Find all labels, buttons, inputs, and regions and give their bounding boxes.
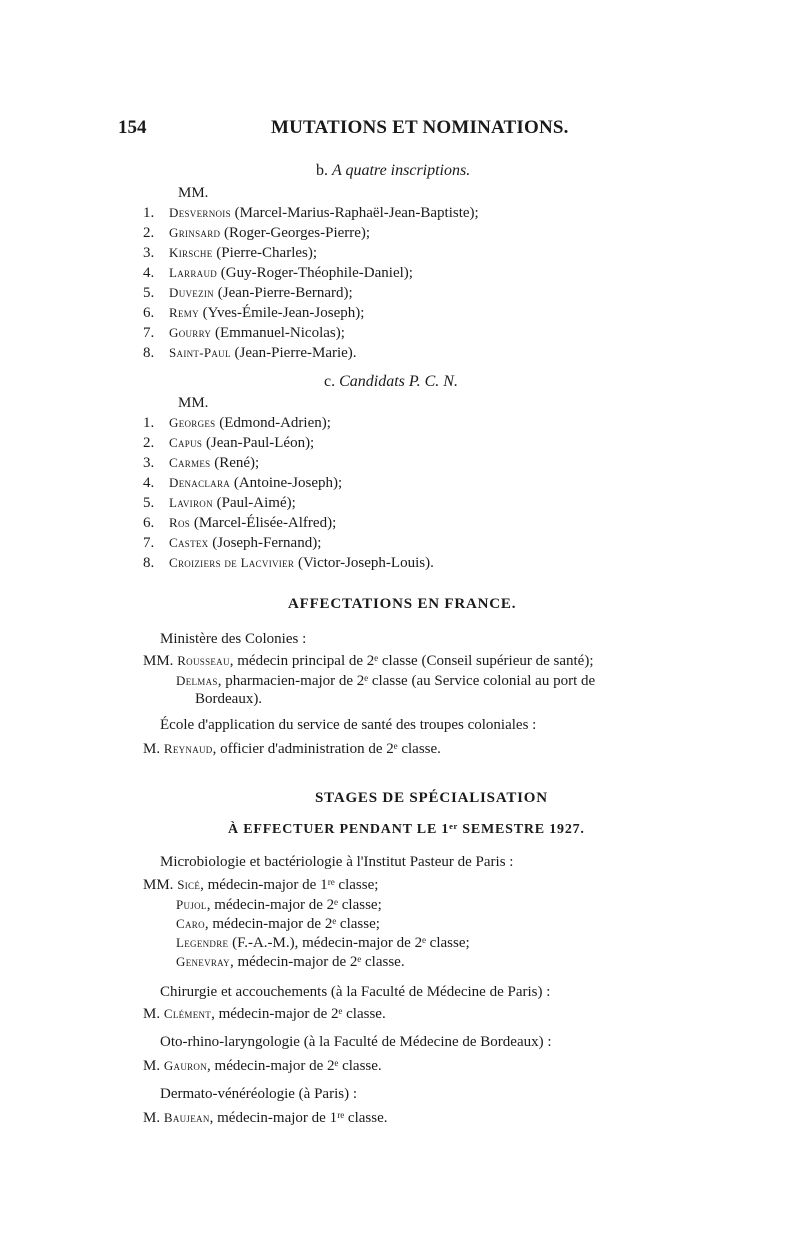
list-item: 8. Croiziers de Lacvivier (Victor-Joseph-Louis). (143, 555, 434, 571)
section-b-mm: MM. (178, 185, 209, 201)
section-c-title (324, 373, 458, 391)
list-item: 5. Duvezin (Jean-Pierre-Bernard); (143, 285, 353, 301)
dermato-label: Dermato-vénéréologie (à Paris) : (160, 1086, 357, 1102)
page-header (118, 117, 569, 141)
section-b-title (316, 162, 470, 180)
list-item: 6. Remy (Yves-Émile-Jean-Joseph); (143, 305, 365, 321)
list-item: 1. Desvernois (Marcel-Marius-Raphaël-Jean-Baptiste); (143, 205, 479, 221)
list-item: 3. Carmes (René); (143, 455, 260, 471)
list-item: 6. Ros (Marcel-Élisée-Alfred); (143, 515, 337, 531)
stage-pujol: Pujol, médecin-major de 2ᵉ classe; (176, 897, 382, 913)
list-item: 5. Laviron (Paul-Aimé); (143, 495, 296, 511)
ecole-label: École d'application du service de santé des troupes coloniales : (160, 717, 537, 733)
list-item: 4. Larraud (Guy-Roger-Théophile-Daniel); (143, 265, 413, 281)
affectation-reynaud: M. Reynaud, officier d'administration de 2ᵉ classe. (143, 741, 441, 757)
stages-heading: STAGES DE SPÉCIALISATION (315, 790, 548, 806)
list-item: 7. Castex (Joseph-Fernand); (143, 535, 322, 551)
section-b-heading: A quatre inscriptions. (332, 162, 471, 179)
list-item: 4. Denaclara (Antoine-Joseph); (143, 475, 343, 491)
list-item: 2. Grinsard (Roger-Georges-Pierre); (143, 225, 371, 241)
ministere-label: Ministère des Colonies : (160, 631, 307, 647)
list-item: 2. Capus (Jean-Paul-Léon); (143, 435, 315, 451)
section-c-mm: MM. (178, 395, 209, 411)
section-b-prefix: b. (316, 162, 328, 179)
section-c-heading: Candidats P. C. N. (339, 373, 458, 390)
page-number: 154 (118, 117, 147, 138)
stages-subheading: À EFFECTUER PENDANT LE 1ᵉʳ SEMESTRE 1927. (228, 822, 585, 837)
affectation-delmas-cont: Bordeaux). (195, 691, 263, 707)
oto-label: Oto-rhino-laryngologie (à la Faculté de Médecine de Bordeaux) : (160, 1034, 552, 1050)
list-item: 3. Kirsche (Pierre-Charles); (143, 245, 318, 261)
list-item: 1. Georges (Edmond-Adrien); (143, 415, 331, 431)
running-title: MUTATIONS ET NOMINATIONS. (271, 117, 569, 138)
stage-caro: Caro, médecin-major de 2ᵉ classe; (176, 916, 380, 932)
microbiologie-label: Microbiologie et bactériologie à l'Institut Pasteur de Paris : (160, 854, 514, 870)
stage-gauron: M. Gauron, médecin-major de 2ᵉ classe. (143, 1058, 382, 1074)
chirurgie-label: Chirurgie et accouchements (à la Faculté de Médecine de Paris) : (160, 984, 551, 1000)
stage-legendre: Legendre (F.-A.-M.), médecin-major de 2ᵉ classe; (176, 935, 470, 951)
affectation-delmas: Delmas, pharmacien-major de 2ᵉ classe (au Service colonial au port de (176, 673, 596, 689)
list-item: 8. Saint-Paul (Jean-Pierre-Marie). (143, 345, 357, 361)
stage-baujean: M. Baujean, médecin-major de 1ʳᵉ classe. (143, 1110, 388, 1126)
stage-sice: MM. Sicé, médecin-major de 1ʳᵉ classe; (143, 877, 379, 893)
list-item: 7. Gourry (Emmanuel-Nicolas); (143, 325, 345, 341)
stage-genevray: Genevray, médecin-major de 2ᵉ classe. (176, 954, 405, 970)
affectation-rousseau: MM. Rousseau, médecin principal de 2ᵉ classe (Conseil supérieur de santé); (143, 653, 594, 669)
section-c-prefix: c. (324, 373, 336, 390)
affectations-heading: AFFECTATIONS EN FRANCE. (288, 596, 517, 612)
stage-clement: M. Clément, médecin-major de 2ᵉ classe. (143, 1006, 386, 1022)
